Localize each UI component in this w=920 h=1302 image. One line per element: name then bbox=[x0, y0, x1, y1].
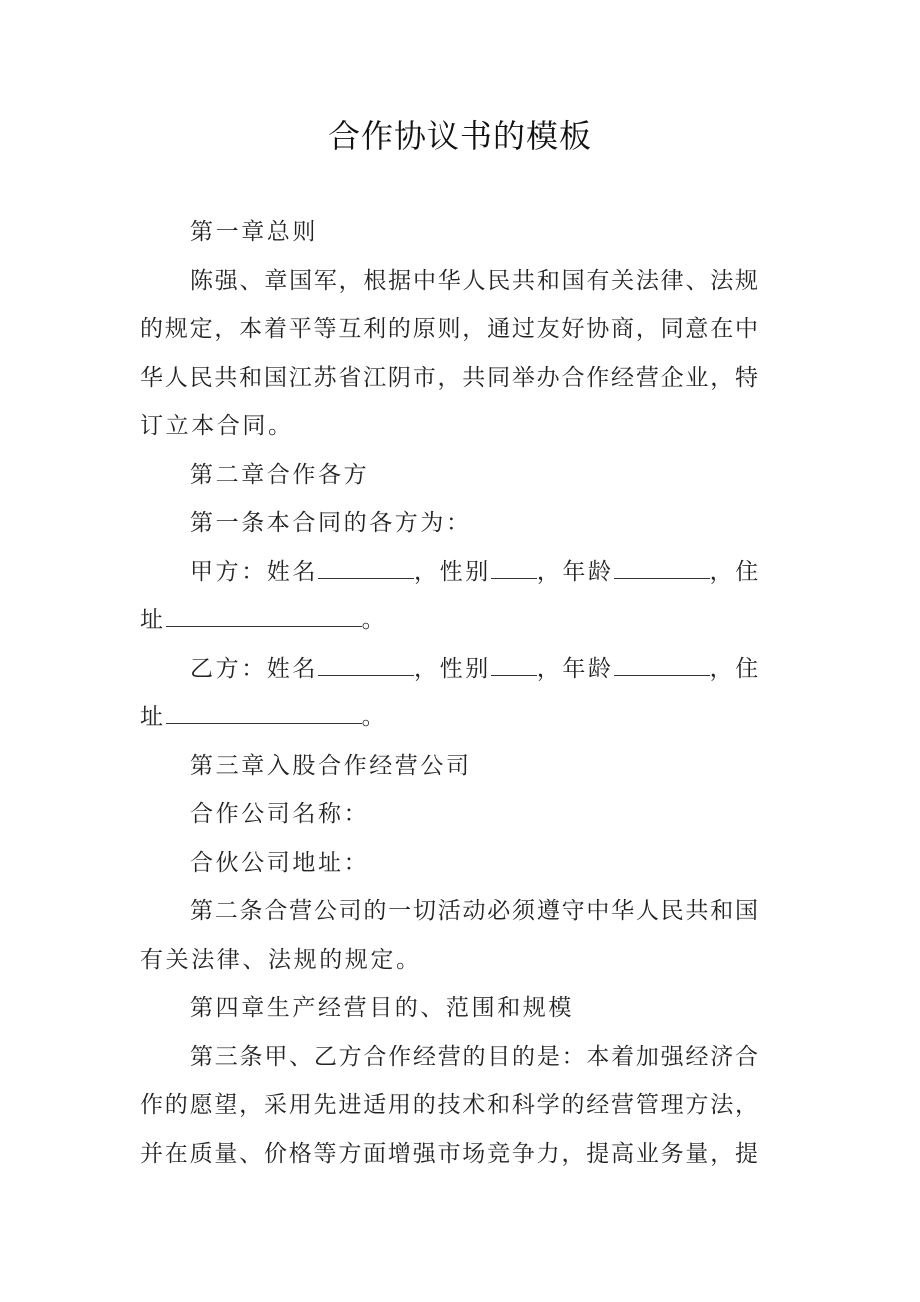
period: 。 bbox=[361, 704, 388, 730]
chapter-3-heading: 第三章入股合作经营公司 bbox=[190, 752, 472, 779]
party-a-name-label: 甲方：姓名 bbox=[190, 558, 318, 585]
party-b-age-blank[interactable] bbox=[614, 645, 710, 676]
party-a-address-label: ，住 bbox=[709, 558, 761, 585]
document-body bbox=[140, 208, 761, 1178]
party-b-gender-blank[interactable] bbox=[491, 645, 537, 676]
party-a-age-blank[interactable] bbox=[614, 548, 710, 579]
paragraph-line: 有关法律、法规的规定。 bbox=[140, 946, 422, 973]
period: 。 bbox=[361, 607, 388, 633]
party-b-address-label: ，住 bbox=[709, 655, 761, 682]
article-1: 第一条本合同的各方为： bbox=[190, 510, 472, 536]
party-a-line bbox=[140, 548, 761, 597]
party-b-name-blank[interactable] bbox=[318, 645, 414, 676]
party-a-name-blank[interactable] bbox=[318, 548, 414, 579]
party-b-name-label: 乙方：姓名 bbox=[190, 655, 318, 682]
paragraph-line: 订立本合同。 bbox=[140, 413, 294, 439]
paragraph-line: 华人民共和国江苏省江阴市，共同举办合作经营企业，特 bbox=[140, 364, 758, 391]
chapter-2-heading: 第二章合作各方 bbox=[190, 461, 370, 488]
party-a-address-blank[interactable] bbox=[166, 596, 362, 627]
party-b-gender-label: ，性别 bbox=[414, 655, 491, 682]
party-a-age-label: ，年龄 bbox=[536, 558, 614, 585]
party-b-address-blank[interactable] bbox=[166, 693, 362, 724]
address-label-cont: 址 bbox=[140, 607, 166, 633]
paragraph-line: 的规定，本着平等互利的原则，通过友好协商，同意在中 bbox=[140, 316, 758, 342]
paragraph-line: 作的愿望，采用先进适用的技术和科学的经营管理方法， bbox=[140, 1092, 758, 1118]
article-3: 第三条甲、乙方合作经营的目的是：本着加强经济合 bbox=[190, 1043, 758, 1070]
company-address-field: 合伙公司地址： bbox=[190, 849, 370, 876]
chapter-4-heading: 第四章生产经营目的、范围和规模 bbox=[190, 995, 574, 1021]
party-b-line bbox=[140, 645, 761, 694]
document-title: 合作协议书的模板 bbox=[327, 117, 592, 155]
party-b-age-label: ，年龄 bbox=[536, 655, 614, 682]
party-a-gender-label: ，性别 bbox=[414, 558, 491, 585]
chapter-1-heading: 第一章总则 bbox=[190, 219, 318, 245]
paragraph-line: 并在质量、价格等方面增强市场竞争力，提高业务量，提 bbox=[140, 1140, 758, 1167]
paragraph-line: 陈强、章国军，根据中华人民共和国有关法律、法规 bbox=[190, 267, 758, 294]
article-2: 第二条合营公司的一切活动必须遵守中华人民共和国 bbox=[190, 898, 758, 924]
party-b-address-line bbox=[140, 693, 758, 742]
party-a-gender-blank[interactable] bbox=[491, 548, 537, 579]
address-label-cont: 址 bbox=[140, 704, 166, 730]
company-name-field: 合作公司名称： bbox=[190, 801, 370, 827]
party-a-address-line bbox=[140, 596, 758, 645]
